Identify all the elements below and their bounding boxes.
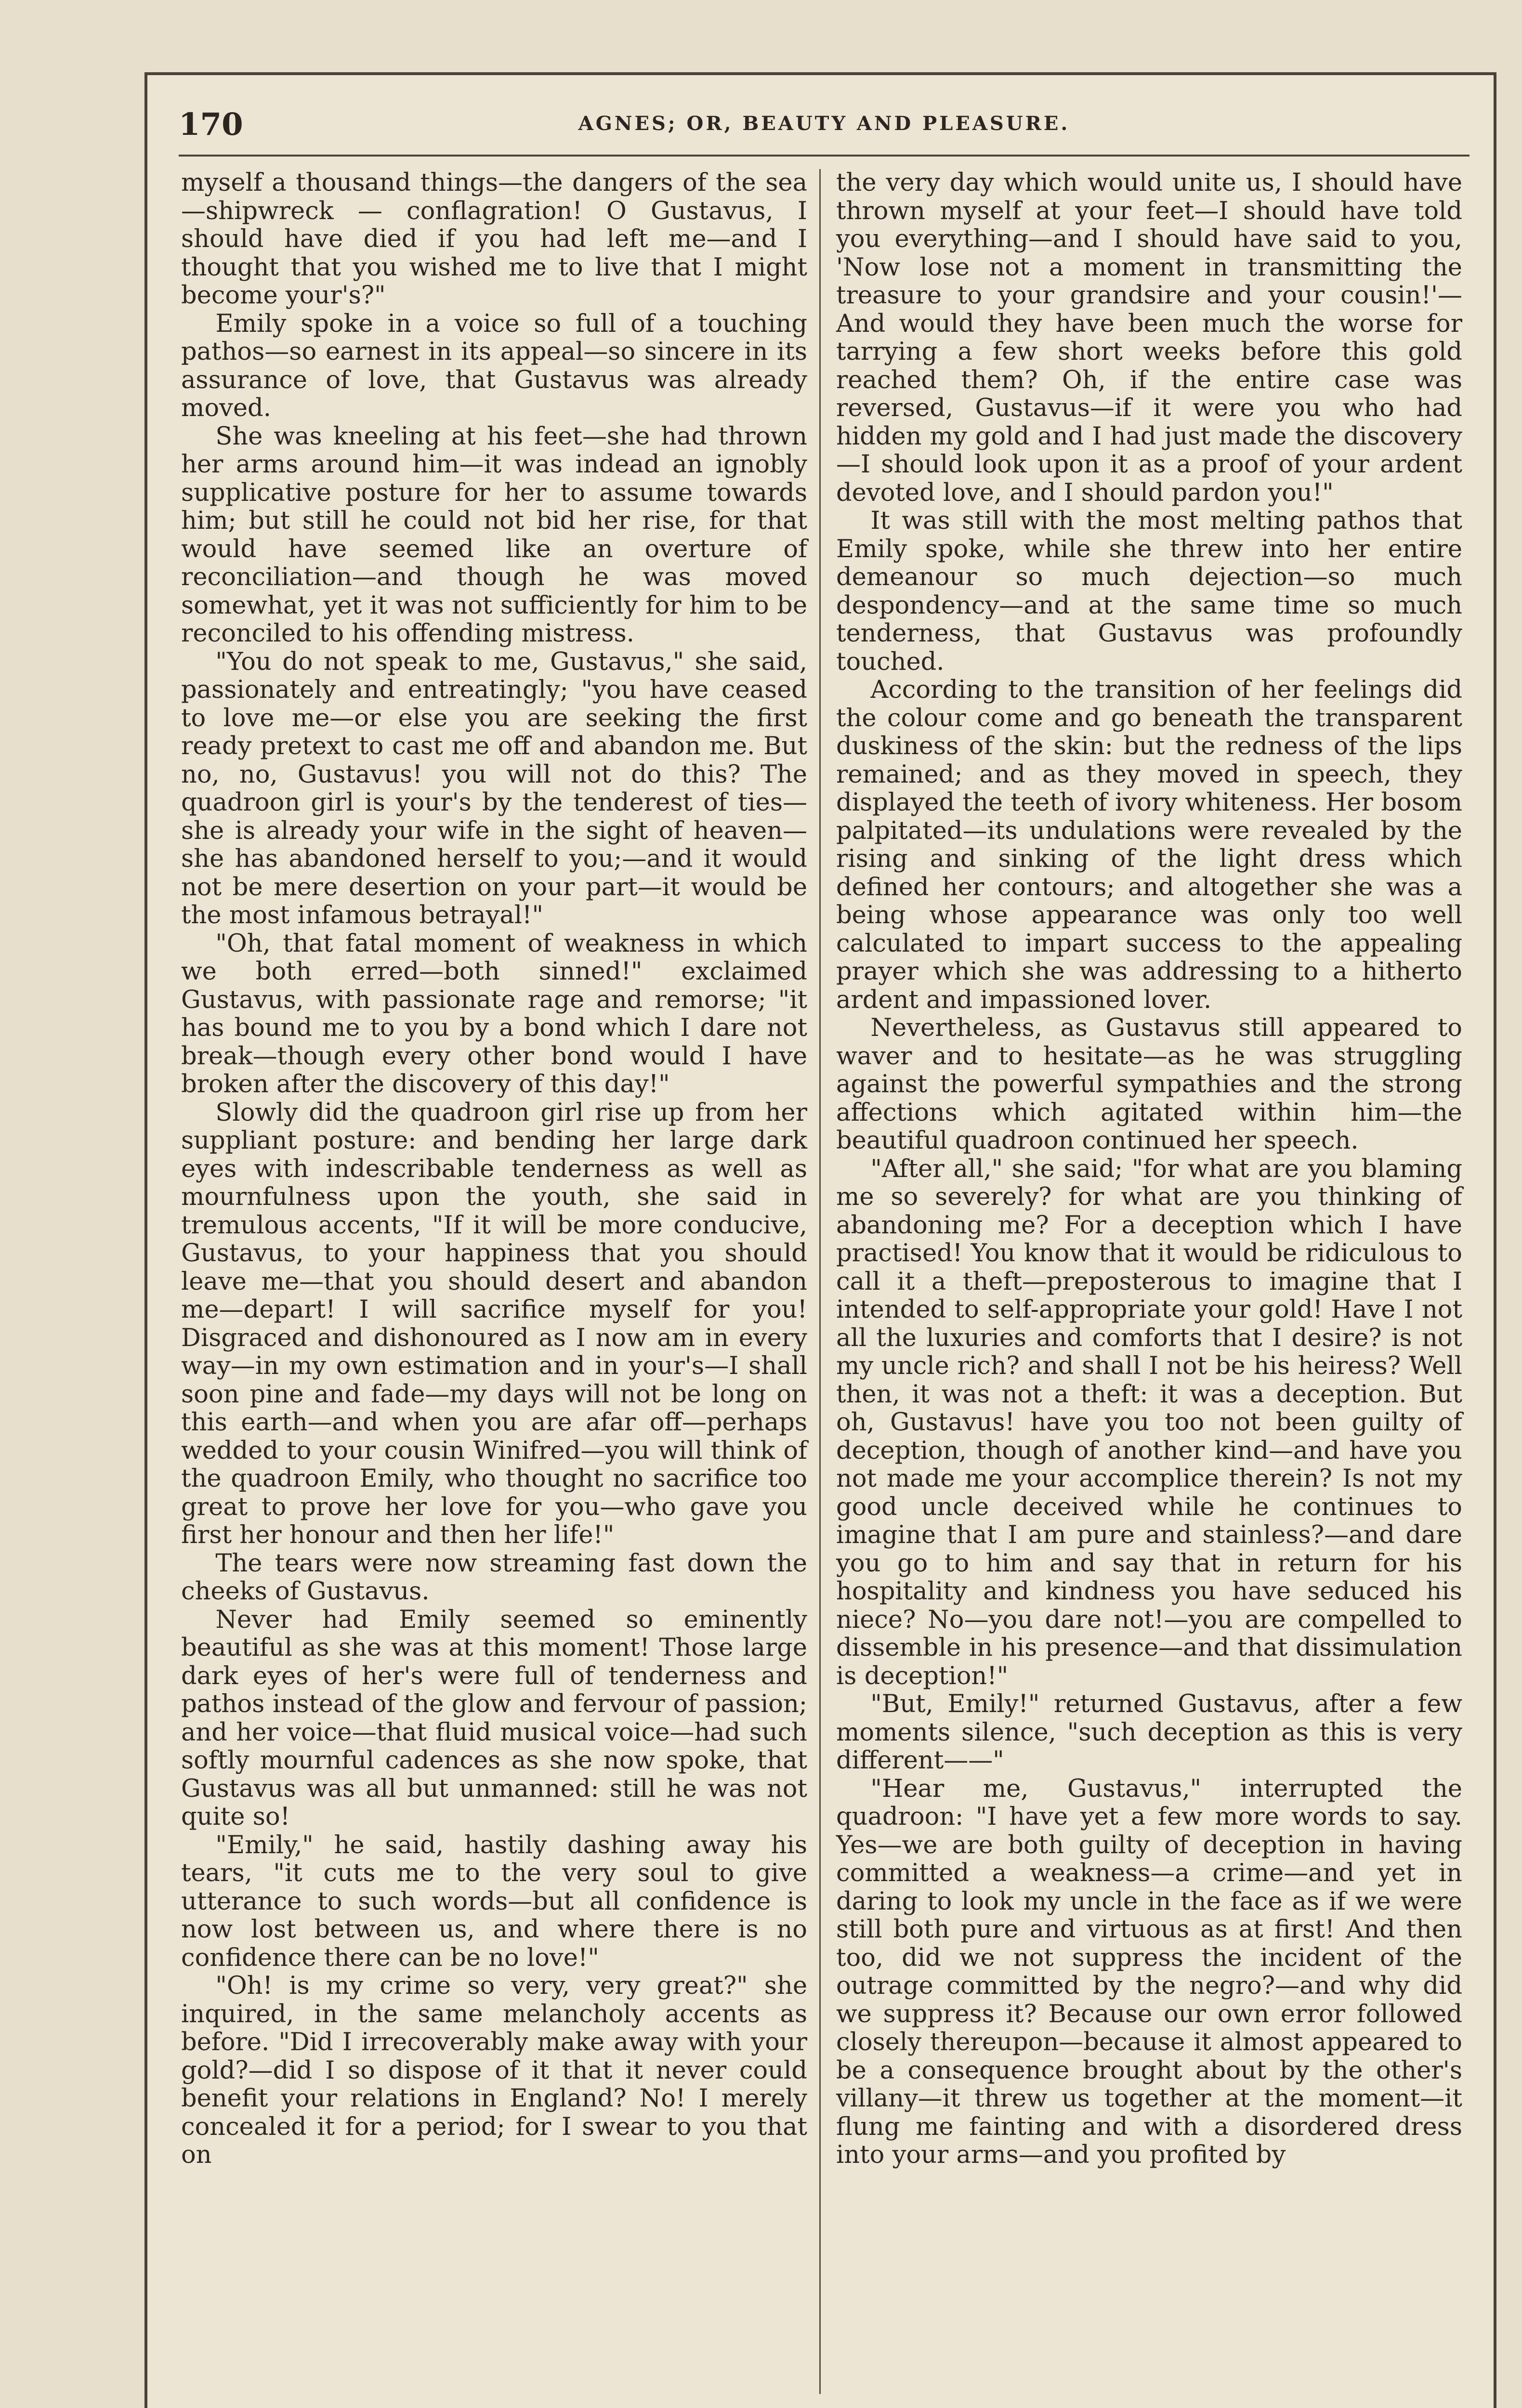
paragraph: "Hear me, Gustavus," interrupted the quadroon: "I have yet a few more words to say. Yes—we are both guilty of deception in having committed a weakness—a crime—and yet in daring to look my uncle in the face as if we were still both pure and virtuous as at first! And then too, did we not suppress the incident of the outrage committed by the negro?—and why did we suppress it? Because our own error followed closely thereupon—because it almost appeared to be a consequence brought about by the other's villany—it threw us together at the moment—it flung me fainting and with a disordered dress into your arms—and you profited by — [836, 1774, 1462, 2169]
paragraph: "Oh, that fatal moment of weakness in which we both erred—both sinned!" exclaimed Gustavus, with passionate rage and remorse; "it has bound me to you by a bond which I dare not break—though every other bond would I have broken after the discovery of this day!" — [181, 929, 807, 1099]
paragraph: "You do not speak to me, Gustavus," she said, passionately and entreatingly; "you have ceased to love me—or else you are seeking the first ready pretext to cast me off and abandon me. But no, no, Gustavus! you will not do this? The quadroon girl is your's by the tenderest of ties—she is already your wife in the sight of heaven—she has abandoned herself to you;—and it would not be mere desertion on your part—it would be the most infamous betrayal!" — [181, 647, 807, 929]
paragraph: Slowly did the quadroon girl rise up from her suppliant posture: and bending her large dark eyes with indescribable tenderness as well as mournfulness upon the youth, she said in tremulous accents, "If it will be more conducive, Gustavus, to your happiness that you should leave me—that you should desert and abandon me—depart! I will sacrifice myself for you! Disgraced and dishonoured as I now am in every way—in my own estimation and in your's—I shall soon pine and fade—my days will not be long on this earth—and when you are afar off—perhaps wedded to your cousin Winifred—you will think of the quadroon Emily, who thought no sacrifice too great to prove her love for you—who gave you first her honour and then her life!" — [181, 1098, 807, 1549]
paragraph: the very day which would unite us, I should have thrown myself at your feet—I should have told you everything—and I should have said to you, 'Now lose not a moment in transmitting the treasure to your grandsire and your cousin!'—And would they have been much the worse for tarrying a few short weeks before this gold reached them? Oh, if the entire case was reversed, Gustavus—if it were you who had hidden my gold and I had just made the discovery—I should look upon it as a proof of your ardent devoted love, and I should pardon you!" — [836, 169, 1462, 507]
paragraph: She was kneeling at his feet—she had thrown her arms around him—it was indead an ignobly supplicative posture for her to assume towards him; but still he could not bid her rise, for that would have seemed like an overture of reconciliation—and though he was moved somewhat, yet it was not sufficiently for him to be reconciled to his offending mistress. — [181, 422, 807, 648]
paragraph: The tears were now streaming fast down the cheeks of Gustavus. — [181, 1549, 807, 1606]
paragraph: It was still with the most melting pathos that Emily spoke, while she threw into her entire demeanour so much dejection—so much despondency—and at the same time so much tenderness, that Gustavus was profoundly touched. — [836, 507, 1462, 676]
magazine-page — [144, 72, 1496, 2408]
column-divider — [819, 169, 821, 2394]
page-number: 170 — [179, 106, 243, 143]
paragraph: "Emily," he said, hastily dashing away his tears, "it cuts me to the very soul to give utterance to such words—but all confidence is now lost between us, and where there is no confidence there can be no love!" — [181, 1831, 807, 1972]
paragraph: Nevertheless, as Gustavus still appeared to waver and to hesitate—as he was struggling against the powerful sympathies and the strong affections which agitated within him—the beautiful quadroon continued her speech. — [836, 1014, 1462, 1155]
paragraph: According to the transition of her feelings did the colour come and go beneath the transparent duskiness of the skin: but the redness of the lips remained; and as they moved in speech, they displayed the teeth of ivory whiteness. Her bosom palpitated—its undulations were revealed by the rising and sinking of the light dress which defined her contours; and altogether she was a being whose appearance was only too well calculated to impart success to the appealing prayer which she was addressing to a hitherto ardent and impassioned lover. — [836, 676, 1462, 1014]
paragraph: "But, Emily!" returned Gustavus, after a few moments silence, "such deception as this is very different——" — [836, 1690, 1462, 1775]
paragraph: Emily spoke in a voice so full of a touching pathos—so earnest in its appeal—so sincere in its assurance of love, that Gustavus was already moved. — [181, 309, 807, 422]
right-column — [836, 169, 1462, 2170]
paragraph: "After all," she said; "for what are you blaming me so severely? for what are you thinking of abandoning me? For a deception which I have practised! You know that it would be ridiculous to call it a theft—preposterous to imagine that I intended to self-appropriate your gold! Have I not all the luxuries and comforts that I desire? is not my uncle rich? and shall I not be his heiress? Well then, it was not a theft: it was a deception. But oh, Gustavus! have you too not been guilty of deception, though of another kind—and have you not made me your accomplice therein? Is not my good uncle deceived while he continues to imagine that I am pure and stainless?—and dare you go to him and say that in return for his hospitality and kindness you have seduced his niece? No—you dare not!—you are compelled to dissemble in his presence—and that dissimulation is deception!" — [836, 1154, 1462, 1690]
paragraph: "Oh! is my crime so very, very great?" she inquired, in the same melancholy accents as before. "Did I irrecoverably make away with your gold?—did I so dispose of it that it never could benefit your relations in England? No! I merely concealed it for a period; for I swear to you that on — [181, 1972, 807, 2169]
page-header — [179, 102, 1470, 157]
paragraph: Never had Emily seemed so eminently beautiful as she was at this moment! Those large dark eyes of her's were full of tenderness and pathos instead of the glow and fervour of passion; and her voice—that fluid musical voice—had such softly mournful cadences as she now spoke, that Gustavus was all but unmanned: still he was not quite so! — [181, 1605, 807, 1831]
left-column — [181, 169, 807, 2170]
running-head: AGNES; OR, BEAUTY AND PLEASURE. — [578, 112, 1070, 135]
paragraph: myself a thousand things—the dangers of the sea —shipwreck — conflagration! O Gustavus, I should have died if you had left me—and I thought that you wished me to live that I might become your's?" — [181, 169, 807, 310]
